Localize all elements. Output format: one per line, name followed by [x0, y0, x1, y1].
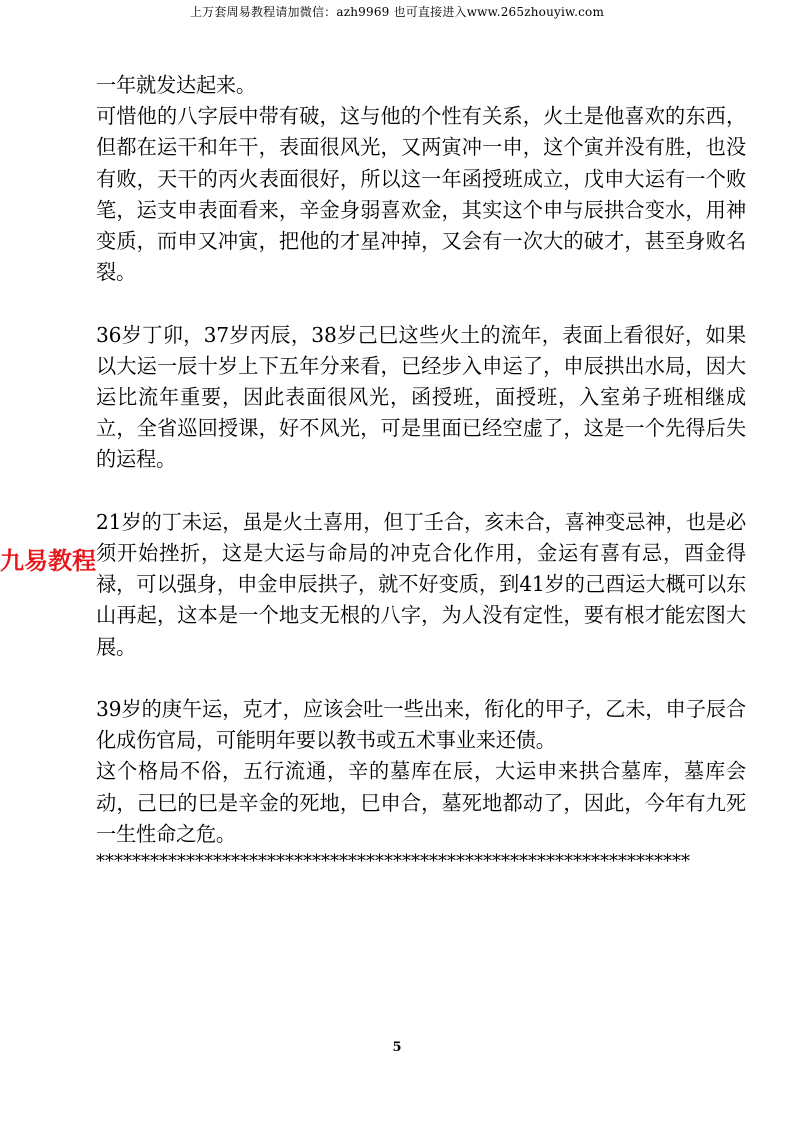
paragraph-2: 可惜他的八字辰中带有破，这与他的个性有关系，火土是他喜欢的东西，但都在运干和年干，表面很风光，又两寅冲一申，这个寅并没有胜，也没有败，天干的丙火表面很好，所以这一年函授班成立，戊申大运有一个败笔，运支申表面看来，辛金身弱喜欢金，其实这个申与辰拱合变水，用神变质，而申又冲寅，把他的才星冲掉，又会有一次大的破才，甚至身败名裂。: [96, 104, 746, 285]
paragraph-gap: [96, 476, 746, 507]
paragraph-gap: [96, 663, 746, 694]
body-text: [96, 70, 746, 874]
paragraph-1: 一年就发达起来。: [96, 73, 256, 97]
page-header: 上万套周易教程请加微信：azh9969 也可直接进入www.265zhouyiw.com: [189, 5, 605, 19]
paragraph-5: 39岁的庚午运，克才，应该会吐一些出来，衔化的甲子，乙未，申子辰合化成伤官局，可能明年要以教书或五术事业来还债。: [96, 697, 746, 753]
watermark-label: 九易教程: [0, 547, 96, 575]
paragraph-6: 这个格局不俗，五行流通，辛的墓库在辰，大运申来拱合墓库，墓库会动，己巳的巳是辛金的死地，巳申合，墓死地都动了，因此，今年有九死一生性命之危。: [96, 759, 746, 846]
paragraph-3: 36岁丁卯，37岁丙辰，38岁己巳这些火土的流年，表面上看很好，如果以大运一辰十岁上下五年分来看，已经步入申运了，申辰拱出水局，因大运比流年重要，因此表面很风光，函授班，面授班，入室弟子班相继成立，全省巡回授课，好不风光，可是里面已经空虚了，这是一个先得后失的运程。: [96, 322, 746, 472]
separator-line: ******************************************************************: [96, 851, 690, 873]
page-number: 5: [392, 1040, 402, 1055]
paragraph-gap: [96, 288, 746, 319]
paragraph-4: 21岁的丁未运，虽是火土喜用，但丁壬合，亥未合，喜神变忌神，也是必须开始挫折，这是大运与命局的冲克合化作用，金运有喜有忌，酉金得禄，可以强身，申金申辰拱子，就不好变质，到41岁的己酉运大概可以东山再起，这本是一个地支无根的八字，为人没有定性，要有根才能宏图大展。: [96, 509, 746, 659]
